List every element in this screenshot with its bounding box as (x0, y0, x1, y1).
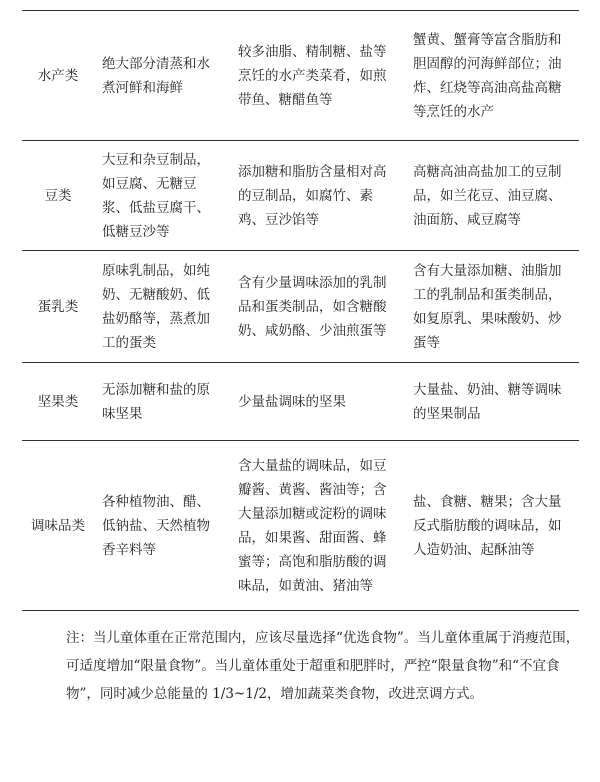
unsuitable-food-cell: 大量盐、奶油、糖等调味的坚果制品 (413, 381, 562, 422)
category-cell: 调味品类 (31, 517, 85, 534)
table-row-beans (22, 141, 579, 251)
preferred-food-cell: 原味乳制品，如纯奶、无糖酸奶、低盐奶酪等，蒸煮加工的蛋类 (102, 262, 210, 351)
table-footnote: 注：当儿童体重在正常范围内，应该尽量选择“优选食物”。当儿童体重属于消瘦范围，可适度增加“限量食物”。当儿童体重处于超重和肥胖时，严控“限量食物”和“不宜食物”，同时减少总能量的 1/3~1/2，增加蔬菜类食物，改进烹调方式。 (66, 630, 580, 702)
food-choice-table (22, 10, 579, 611)
category-cell: 蛋乳类 (37, 298, 79, 315)
limited-food-cell: 含有少量调味添加的乳制品和蛋类制品，如含糖酸奶、咸奶酪、少油煎蛋等 (238, 274, 387, 339)
unsuitable-food-cell: 含有大量添加糖、油脂加工的乳制品和蛋类制品，如复原乳、果味酸奶、炒蛋等 (413, 262, 562, 351)
limited-food-cell: 少量盐调味的坚果 (238, 393, 346, 410)
preferred-food-cell: 各种植物油、醋、低钠盐、天然植物香辛料等 (102, 493, 210, 558)
table-row-condiments (22, 441, 579, 611)
limited-food-cell: 较多油脂、精制糖、盐等烹饪的水产类菜肴，如煎带鱼、糖醋鱼等 (238, 43, 387, 108)
limited-food-cell: 含大量盐的调味品，如豆瓣酱、黄酱、酱油等；含大量添加糖或淀粉的调味品，如果酱、甜面酱、蜂蜜等；高饱和脂肪酸的调味品，如黄油、猪油等 (238, 457, 387, 594)
unsuitable-food-cell: 盐、食糖、糖果；含大量反式脂肪酸的调味品，如人造奶油、起酥油等 (413, 493, 562, 558)
category-cell: 豆类 (44, 187, 72, 204)
table-row-egg-dairy (22, 251, 579, 363)
limited-food-cell: 添加糖和脂肪含量相对高的豆制品，如腐竹、素鸡、豆沙馅等 (238, 163, 387, 228)
preferred-food-cell: 绝大部分清蒸和水煮河鲜和海鲜 (102, 55, 210, 96)
preferred-food-cell: 大豆和杂豆制品，如豆腐、无糖豆浆、低盐豆腐干、低糖豆沙等 (102, 151, 210, 240)
unsuitable-food-cell: 高糖高油高盐加工的豆制品，如兰花豆、油豆腐、油面筋、咸豆腐等 (413, 163, 562, 228)
table-row-nuts (22, 363, 579, 441)
category-cell: 坚果类 (37, 393, 79, 410)
unsuitable-food-cell: 蟹黄、蟹膏等富含脂肪和胆固醇的河海鲜部位；油炸、红烧等高油高盐高糖等烹饪的水产 (413, 31, 562, 120)
preferred-food-cell: 无添加糖和盐的原味坚果 (102, 381, 210, 422)
table-row-seafood (22, 11, 579, 141)
category-cell: 水产类 (37, 67, 79, 84)
